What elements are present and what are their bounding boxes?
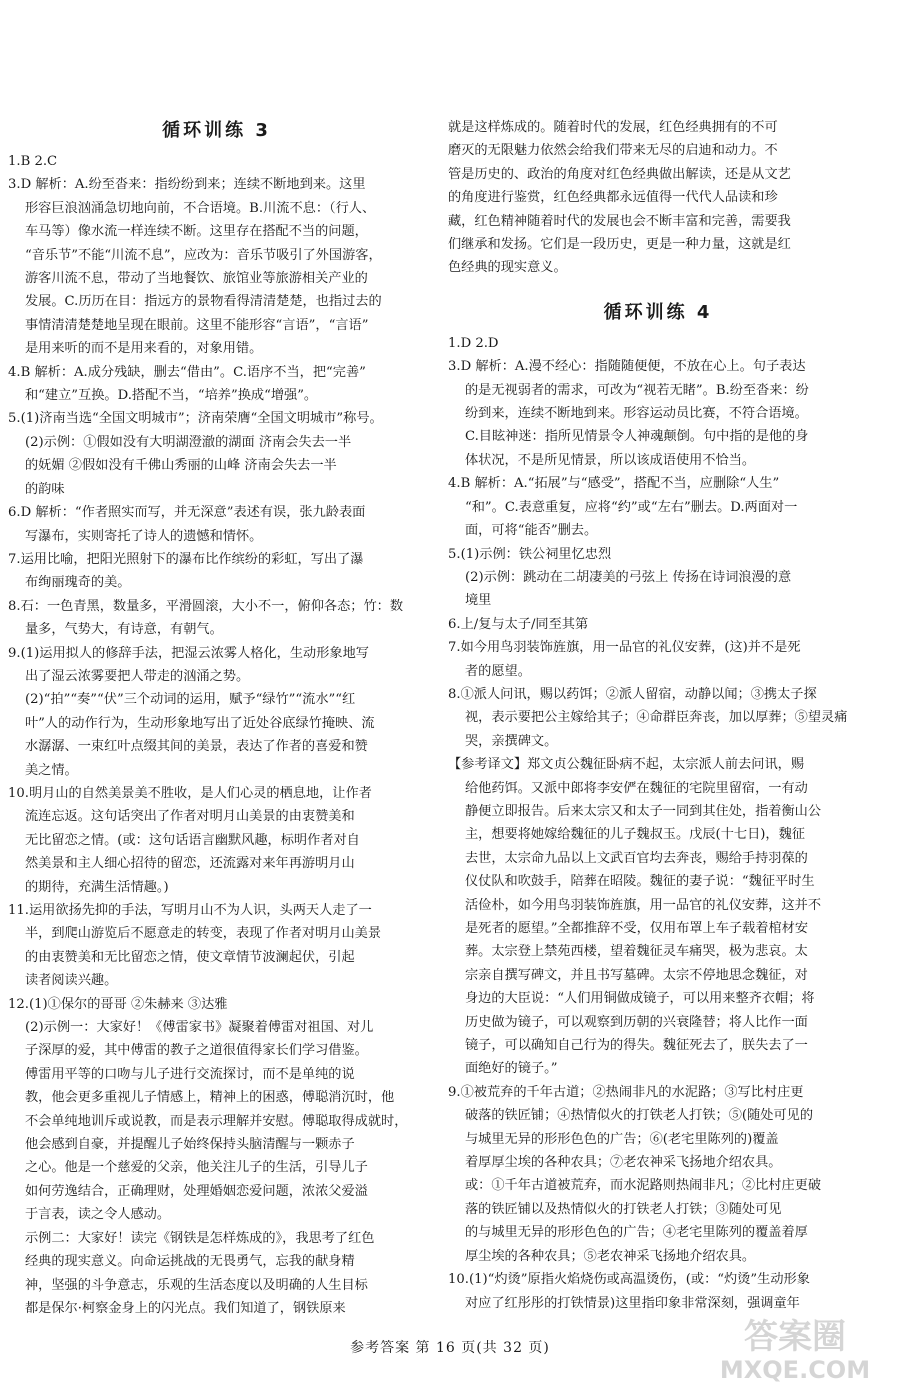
answer-line: (2)示例：①假如没有大明湖澄澈的湖面 济南会失去一半 — [25, 434, 352, 450]
answer-line: 车马等）像水流一样连续不断。这里存在搭配不当的问题， — [25, 224, 368, 240]
answer-line: 布绚丽瑰奇的美。 — [25, 575, 131, 591]
answer-line: 镜子，可以确知自己行为的得失。魏征死去了，朕失去了一 — [465, 1038, 808, 1054]
answer-line: 去世，太宗命九品以上文武百官均去奔丧，赐给手持羽葆的 — [465, 850, 808, 866]
answer-line: 然美景和主人细心招待的留恋，还流露对来年再游明月山 — [25, 856, 355, 872]
answer-line: 宗亲自撰写碑文，并且书写墓碑。太宗不停地思念魏征，对 — [465, 967, 808, 983]
answer-line: 美之情。 — [25, 762, 78, 778]
answer-line: 藏，红色精神随着时代的发展也会不断丰富和完善，需要我 — [448, 213, 791, 229]
answer-line: 12.(1)①保尔的哥哥 ②朱赫来 ③达雅 — [8, 996, 228, 1012]
answer-line: 4.B 解析：A.成分残缺，删去“借由”。C.语序不当，把“完善” — [8, 364, 366, 380]
answer-line: 叶”人的动作行为，生动形象地写出了近处谷底绿竹掩映、流 — [25, 715, 375, 731]
answer-line: 流连忘返。这句话突出了作者对明月山美景的由衷赞美和 — [25, 809, 355, 825]
answer-line: 哭，亲撰碑文。 — [465, 733, 558, 749]
answer-line: 7.运用比喻，把阳光照射下的瀑布比作缤纷的彩虹，写出了瀑 — [8, 551, 364, 567]
right-column — [448, 116, 868, 1315]
answer-line: 8.石：一色青黑，数量多，平滑圆滚，大小不一，俯仰各态；竹：数 — [8, 598, 404, 614]
answer-line: 给他药饵。又派中郎将李安俨在魏征的宅院里留宿，一有动 — [465, 780, 808, 796]
answer-line: 色经典的现实意义。 — [448, 260, 567, 276]
answer-line: 面，可将“能否”删去。 — [465, 523, 598, 539]
answer-line: 不会单纯地训斥或说教，而是表示理解并安慰。傅聪取得成就时， — [25, 1113, 408, 1129]
answer-line: 出了湿云浓雾要把人带走的汹涌之势。 — [25, 668, 250, 684]
answer-line: 形容巨浪汹涌急切地向前，不合语境。B.川流不息：（行人、 — [25, 200, 376, 216]
answer-line: 1.B 2.C — [8, 154, 58, 169]
answer-line: 与城里无异的形形色色的广告；⑥(老宅里陈列的)覆盖 — [465, 1131, 779, 1147]
answer-line: 体状况，不是所见情景，所以该成语使用不恰当。 — [465, 452, 756, 468]
answer-line: 葬。太宗登上禁苑西楼，望着魏征灵车痛哭，极为悲哀。太 — [465, 944, 808, 960]
watermark-bottom: MXQE.COM — [719, 1356, 871, 1384]
answer-line: (2)示例：跳动在二胡凄美的弓弦上 传扬在诗词浪漫的意 — [465, 569, 792, 585]
answer-line: “和”。C.表意重复，应将“约”或“左右”删去。D.两面对一 — [465, 499, 798, 515]
answer-line: 的与城里无异的形形色色的广告；④老宅里陈列的覆盖着厚 — [465, 1225, 808, 1241]
answer-line: 3.D 解析：A.漫不经心：指随随便便，不放在心上。句子表达 — [448, 359, 806, 375]
answer-line: 6.上/复与太子/同至其第 — [448, 616, 589, 632]
answer-line: 仪仗队和吹鼓手，陪葬在昭陵。魏征的妻子说：“魏征平时生 — [465, 874, 815, 890]
answer-line: 神，坚强的斗争意志，乐观的生活态度以及明确的人生目标 — [25, 1277, 368, 1293]
answer-line: 子深厚的爱，其中傅雷的教子之道很值得家长们学习借鉴。 — [25, 1043, 368, 1059]
answer-line: 的是无视弱者的需求，可改为“视若无睹”。B.纷至沓来：纷 — [465, 382, 809, 398]
answer-line: 面绝好的镜子。” — [465, 1061, 558, 1077]
answer-line: 身边的大臣说：“人们用铜做成镜子，可以用来整齐衣帽；将 — [465, 991, 815, 1007]
answer-line: 着厚厚尘埃的各种农具；⑦老农神采飞扬地介绍农具。 — [465, 1155, 782, 1171]
answer-line: 落的铁匠铺以及热情似火的打铁老人打铁；③随处可见 — [465, 1201, 782, 1217]
right-intro-lines — [448, 116, 868, 280]
answer-line: 磨灭的无限魅力依然会给我们带来无尽的启迪和动力。不 — [448, 143, 778, 159]
answer-line: 8.①派人问讯，赐以药饵；②派人留宿，动静以闻；③携太子探 — [448, 686, 817, 702]
answer-line: 9.(1)运用拟人的修辞手法，把湿云浓雾人格化，生动形象地写 — [8, 645, 369, 661]
answer-line: 主，想要将她嫁给魏征的儿子魏叔玉。戊辰(十七日)，魏征 — [465, 827, 805, 843]
answer-line: 的由衷赞美和无比留恋之情，使文章情节波澜起伏，引起 — [25, 949, 355, 965]
answer-line: 无比留恋之情。(或：这句话语言幽默风趣，标明作者对自 — [25, 832, 360, 848]
answer-line: 对应了红彤彤的打铁情景)这里指印象非常深刻，强调童年 — [465, 1295, 800, 1311]
answer-line: 是用来听的而不是用来看的，对象用错。 — [25, 341, 263, 357]
answer-line: 6.D 解析：“作者照实而写，并无深意”表述有误，张九龄表面 — [8, 505, 366, 521]
answer-line: 游客川流不息，带动了当地餐饮、旅馆业等旅游相关产业的 — [25, 271, 368, 287]
answer-line: 境里 — [465, 593, 492, 609]
left-answer-lines — [8, 150, 425, 1320]
answer-line: 傅雷用平等的口吻与儿子进行交流探讨，而不是单纯的说 — [25, 1066, 355, 1082]
answer-line: 之心。他是一个慈爱的父亲，他关注儿子的生活，引导儿子 — [25, 1160, 368, 1176]
answer-line: 的妩媚 ②假如没有千佛山秀丽的山峰 济南会失去一半 — [25, 458, 337, 474]
answer-line: 的角度进行鉴赏，红色经典都永远值得一代代人品读和珍 — [448, 190, 778, 206]
answer-line: 10.(1)“灼烫”原指火焰烧伤或高温烫伤，(或：“灼烫”生动形象 — [448, 1272, 810, 1288]
answer-line: C.目眩神迷：指所见情景令人神魂颠倒。句中指的是他的身 — [465, 429, 809, 445]
answer-line: 他会感到自豪，并提醒儿子始终保持头脑清醒与一颗赤子 — [25, 1137, 355, 1153]
answer-line: 静便立即报告。后来太宗又和太子一同到其住处，指着衡山公 — [465, 803, 822, 819]
watermark-logo — [700, 1310, 890, 1385]
watermark-top: 答案圈 — [744, 1317, 846, 1357]
answer-line: 于言表，读之令人感动。 — [25, 1207, 171, 1223]
answer-line: 者的愿望。 — [465, 663, 531, 679]
answer-line: 管是历史的、政治的角度对红色经典做出解读，还是从文艺 — [448, 166, 791, 182]
answer-line: 经典的现实意义。向命运挑战的无畏勇气，忘我的献身精 — [25, 1254, 355, 1270]
answer-line: 教，他会更多重视儿子情感上，精神上的困惑，傅聪消沉时，他 — [25, 1090, 395, 1106]
answer-line: 写瀑布，实则寄托了诗人的遗憾和情怀。 — [25, 528, 263, 544]
right-answer-lines — [448, 332, 868, 1315]
answer-line: 们继承和发扬。它们是一段历史，更是一种力量，这就是红 — [448, 237, 791, 253]
answer-line: 量多，气势大，有诗意，有朝气。 — [25, 622, 223, 638]
answer-line: 厚尘埃的各种农具；⑤老农神采飞扬地介绍农具。 — [465, 1248, 756, 1264]
answer-line: 水潺潺、一束红叶点缀其间的美景，表达了作者的喜爱和赞 — [25, 739, 368, 755]
answer-line: 1.D 2.D — [448, 335, 499, 351]
answer-line: 4.B 解析：A.“拓展”与“感受”，搭配不当，应删除“人生” — [448, 476, 780, 492]
answer-line: 和“建立”互换。D.搭配不当，“培养”换成“增强”。 — [25, 388, 318, 404]
answer-line: 示例二：大家好！读完《钢铁是怎样炼成的》，我思考了红色 — [25, 1230, 375, 1246]
answer-line: 10.明月山的自然美景美不胜收，是人们心灵的栖息地，让作者 — [8, 785, 372, 801]
answer-line: 历史做为镜子，可以观察到历朝的兴衰隆替；将人比作一面 — [465, 1014, 808, 1030]
answer-line: 的期待，充满生活情趣。) — [25, 879, 169, 895]
answer-line: 破落的铁匠铺；④热情似火的打铁老人打铁；⑤(随处可见的 — [465, 1108, 814, 1124]
answer-line: 或：①千年古道被荒弃，而水泥路则热闹非凡；②比村庄更破 — [465, 1178, 822, 1194]
answer-line: 发展。C.历历在目：指远方的景物看得清清楚楚，也指过去的 — [25, 294, 382, 310]
answer-line: 读者阅读兴趣。 — [25, 973, 118, 989]
answer-line: 3.D 解析：A.纷至沓来：指纷纷到来；连续不断地到来。这里 — [8, 177, 366, 193]
answer-line: (2)“拍”“奏”“伏”三个动词的运用，赋予“绿竹”“流水”“红 — [25, 692, 356, 708]
section-title-4: 循环训练 4 — [603, 301, 713, 323]
answer-line: (2)示例一：大家好！《傅雷家书》凝聚着傅雷对祖国、对儿 — [25, 1020, 374, 1036]
section-title-3: 循环训练 3 — [162, 120, 271, 141]
answer-line: 都是保尔·柯察金身上的闪光点。我们知道了，钢铁原来 — [25, 1300, 346, 1316]
answer-line: 事情清清楚楚地呈现在眼前。这里不能形容“言语”，“言语” — [25, 317, 369, 333]
answer-line: 视，表示要把公主嫁给其子；④命群臣奔丧，加以厚葬；⑤望灵痛 — [465, 710, 848, 726]
answer-line: “音乐节”不能“川流不息”，应改为：音乐节吸引了外国游客， — [25, 247, 382, 263]
answer-line: 纷到来，连续不断地到来。形容运动员比赛，不符合语境。 — [465, 406, 808, 422]
answer-line: 【参考译文】郑文贞公魏征卧病不起，太宗派人前去问讯，赐 — [448, 757, 805, 773]
left-column — [8, 100, 425, 1320]
answer-line: 5.(1)济南当选“全国文明城市”；济南荣膺“全国文明城市”称号。 — [8, 411, 383, 427]
answer-line: 11.运用欲扬先抑的手法，写明月山不为人识，头两天人走了一 — [8, 903, 372, 918]
answer-line: 7.如今用鸟羽装饰旌旗，用一品官的礼仪安葬，(这)并不是死 — [448, 640, 801, 656]
answer-line: 5.(1)示例：铁公祠里忆忠烈 — [448, 546, 612, 562]
answer-line: 半，到爬山游览后不愿意走的转变，表现了作者对明月山美景 — [25, 926, 382, 942]
answer-line: 是死者的愿望。”全都推辞不受，仅用布罩上车子载着棺材安 — [465, 921, 809, 936]
page-footer: 参考答案 第 16 页(共 32 页) — [350, 1340, 550, 1356]
answer-line: 9.①被荒弃的千年古道；②热闹非凡的水泥路；③写比村庄更 — [448, 1084, 804, 1100]
answer-line: 的韵味 — [25, 481, 65, 497]
answer-line: 如何劳逸结合，正确理财，处理婚姻恋爱问题，浓浓父爱溢 — [25, 1183, 368, 1199]
answer-line: 就是这样炼成的。随着时代的发展，红色经典拥有的不可 — [448, 120, 778, 135]
answer-line: 活俭朴，如今用鸟羽装饰旌旗，用一品官的礼仪安葬，这并不 — [465, 897, 822, 913]
